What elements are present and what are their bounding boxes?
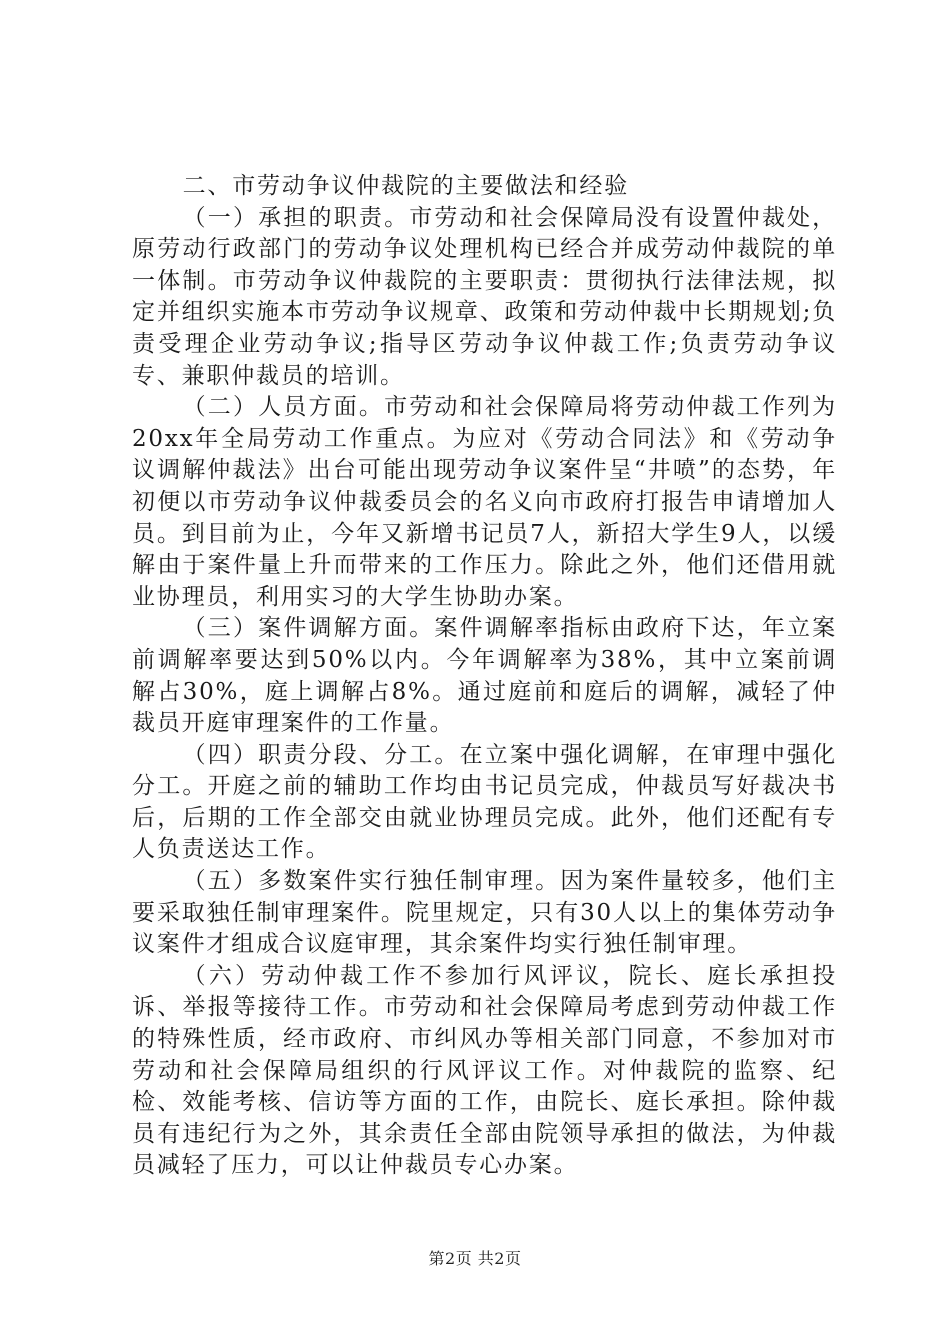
paragraph-conduct-review: （六）劳动仲裁工作不参加行风评议，院长、庭长承担投诉、举报等接待工作。市劳动和社会保障局考虑到劳动仲裁工作的特殊性质，经市政府、市纠风办等相关部门同意，不参加对市劳动和社会保障局组织的行风评议工作。对仲裁院的监察、纪检、效能考核、信访等方面的工作，由院长、庭长承担。除仲裁员有违纪行为之外，其余责任全部由院领导承担的做法，为仲裁员减轻了压力，可以让仲裁员专心办案。 bbox=[132, 962, 837, 1179]
paragraph-sole-arbitrator: （五）多数案件实行独任制审理。因为案件量较多，他们主要采取独任制审理案件。院里规定，只有30人以上的集体劳动争议案件才组成合议庭审理，其余案件均实行独任制审理。 bbox=[132, 868, 837, 958]
section-heading: 二、市劳动争议仲裁院的主要做法和经验 bbox=[182, 173, 629, 199]
page-footer: 第2页 共2页 bbox=[428, 1249, 522, 1268]
paragraph-division-of-labor: （四）职责分段、分工。在立案中强化调解，在审理中强化分工。开庭之前的辅助工作均由书记员完成，仲裁员写好裁决书后，后期的工作全部交由就业协理员完成。此外，他们还配有专人负责送达工作。 bbox=[132, 741, 837, 863]
paragraph-staffing: （二）人员方面。市劳动和社会保障局将劳动仲裁工作列为20xx年全局劳动工作重点。为应对《劳动合同法》和《劳动争议调解仲裁法》出台可能出现劳动争议案件呈“井喷”的态势，年初便以市劳动争议仲裁委员会的名义向市政府打报告申请增加人员。到目前为止，今年又新增书记员7人，新招大学生9人，以缓解由于案件量上升而带来的工作压力。除此之外，他们还借用就业协理员，利用实习的大学生协助办案。 bbox=[132, 394, 837, 610]
paragraph-mediation: （三）案件调解方面。案件调解率指标由政府下达，年立案前调解率要达到50%以内。今年调解率为38%，其中立案前调解占30%，庭上调解占8%。通过庭前和庭后的调解，减轻了仲裁员开庭审理案件的工作量。 bbox=[132, 615, 837, 737]
paragraph-duties: （一）承担的职责。市劳动和社会保障局没有设置仲裁处，原劳动行政部门的劳动争议处理机构已经合并成劳动仲裁院的单一体制。市劳动争议仲裁院的主要职责：贯彻执行法律法规，拟定并组织实施本市劳动争议规章、政策和劳动仲裁中长期规划;负责受理企业劳动争议;指导区劳动争议仲裁工作;负责劳动争议专、兼职仲裁员的培训。 bbox=[132, 204, 837, 389]
document-body bbox=[132, 171, 837, 1182]
